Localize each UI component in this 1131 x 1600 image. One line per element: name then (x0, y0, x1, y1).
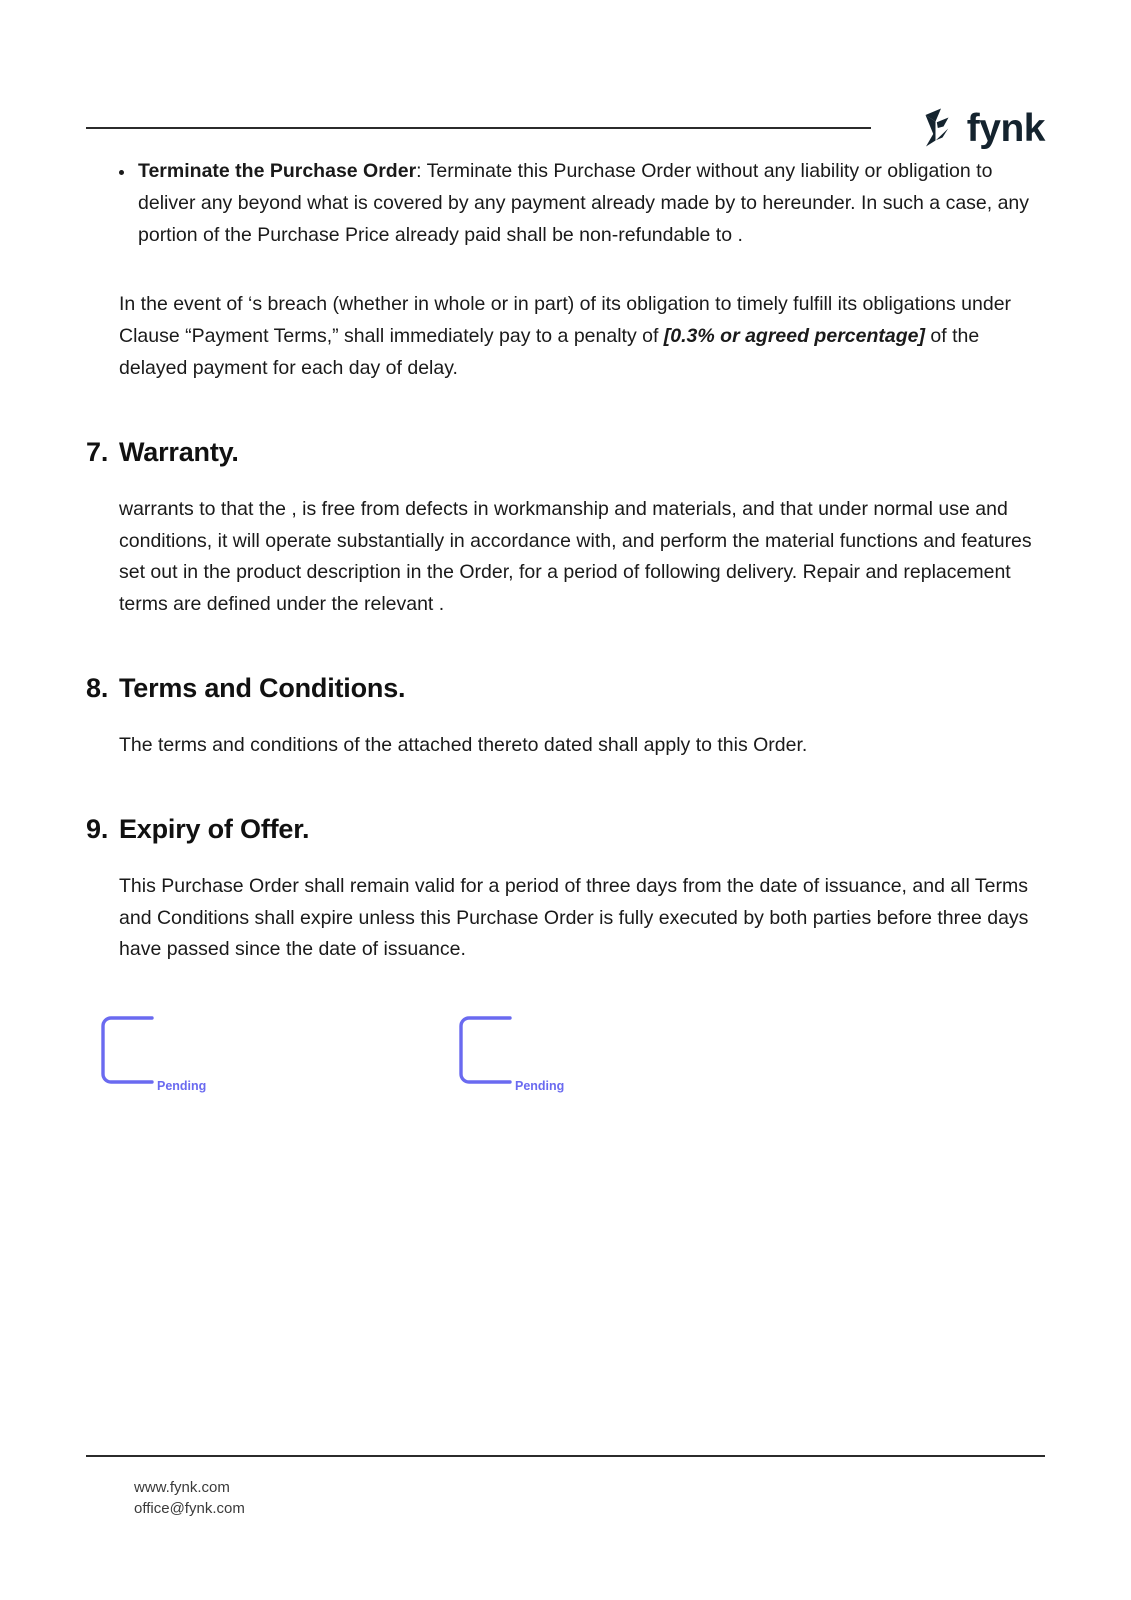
origami-bird-icon (915, 106, 957, 154)
penalty-placeholder: [0.3% or agreed percentage] (663, 325, 925, 348)
header-divider (86, 127, 871, 129)
section-title: Warranty. (119, 436, 239, 467)
signature-block-2[interactable] (458, 1016, 578, 1106)
status-badge: Pending (515, 1079, 565, 1093)
section-heading-expiry-of-offer (86, 814, 1046, 845)
bullet-body-text: : Terminate this Purchase Order without any liability or obligation to deliver any beyond what is covered by any payment already made by to hereunder. In such a case, any portion of the Purchase Price already paid shall be non-refundable to . (138, 160, 1030, 246)
brand-name: fynk (966, 106, 1045, 150)
breach-text-part2: of the delayed payment for each day of delay. (119, 325, 980, 379)
list-item (138, 156, 1046, 251)
breach-paragraph (119, 289, 1019, 384)
signature-area (86, 1016, 1046, 1106)
section-title: Terms and Conditions. (119, 672, 406, 703)
section-number: 7. (86, 436, 109, 467)
section-paragraph-terms-and-conditions: The terms and conditions of the attached thereto dated shall apply to this Order. (119, 733, 808, 756)
footer-divider (86, 1455, 1045, 1457)
footer-email[interactable]: office@fynk.com (134, 1500, 245, 1517)
section-heading-terms-and-conditions (86, 673, 1046, 704)
footer-website[interactable]: www.fynk.com (134, 1479, 230, 1496)
section-number: 9. (86, 813, 109, 844)
section-paragraph-warranty: warrants to that the , is free from defects in workmanship and materials, and that under normal use and conditions, it will operate substantially in accordance with, and perform the material functions and features set out in the product description in the Order, for a period of following delivery. Repair and replacement terms are defined under the relevant . (119, 497, 1032, 616)
terminate-bullet-list (86, 156, 1046, 251)
brand-logo (915, 100, 1045, 160)
section-number: 8. (86, 672, 109, 703)
breach-text-part1: In the event of ‘s breach (whether in whole or in part) of its obligation to timely fulfill its obligations under Clause “Payment Terms,” shall immediately pay to a penalty of (119, 293, 1012, 348)
section-heading-warranty (86, 437, 1046, 468)
status-badge: Pending (157, 1079, 207, 1093)
document-body (86, 156, 1046, 966)
section-title: Expiry of Offer. (119, 813, 310, 844)
footer-contact (134, 1477, 1045, 1519)
signature-block-1[interactable] (100, 1016, 220, 1106)
page-footer (86, 1455, 1045, 1519)
signature-bracket-icon (458, 1016, 512, 1084)
bullet-lead-label: Terminate the Purchase Order (138, 160, 417, 182)
page-header (86, 100, 1045, 164)
signature-bracket-icon (100, 1016, 154, 1084)
section-paragraph-expiry-of-offer: This Purchase Order shall remain valid for a period of three days from the date of issuance, and all Terms and Conditions shall expire unless this Purchase Order is fully executed by both parties before three days have passed since the date of issuance. (119, 874, 1029, 961)
